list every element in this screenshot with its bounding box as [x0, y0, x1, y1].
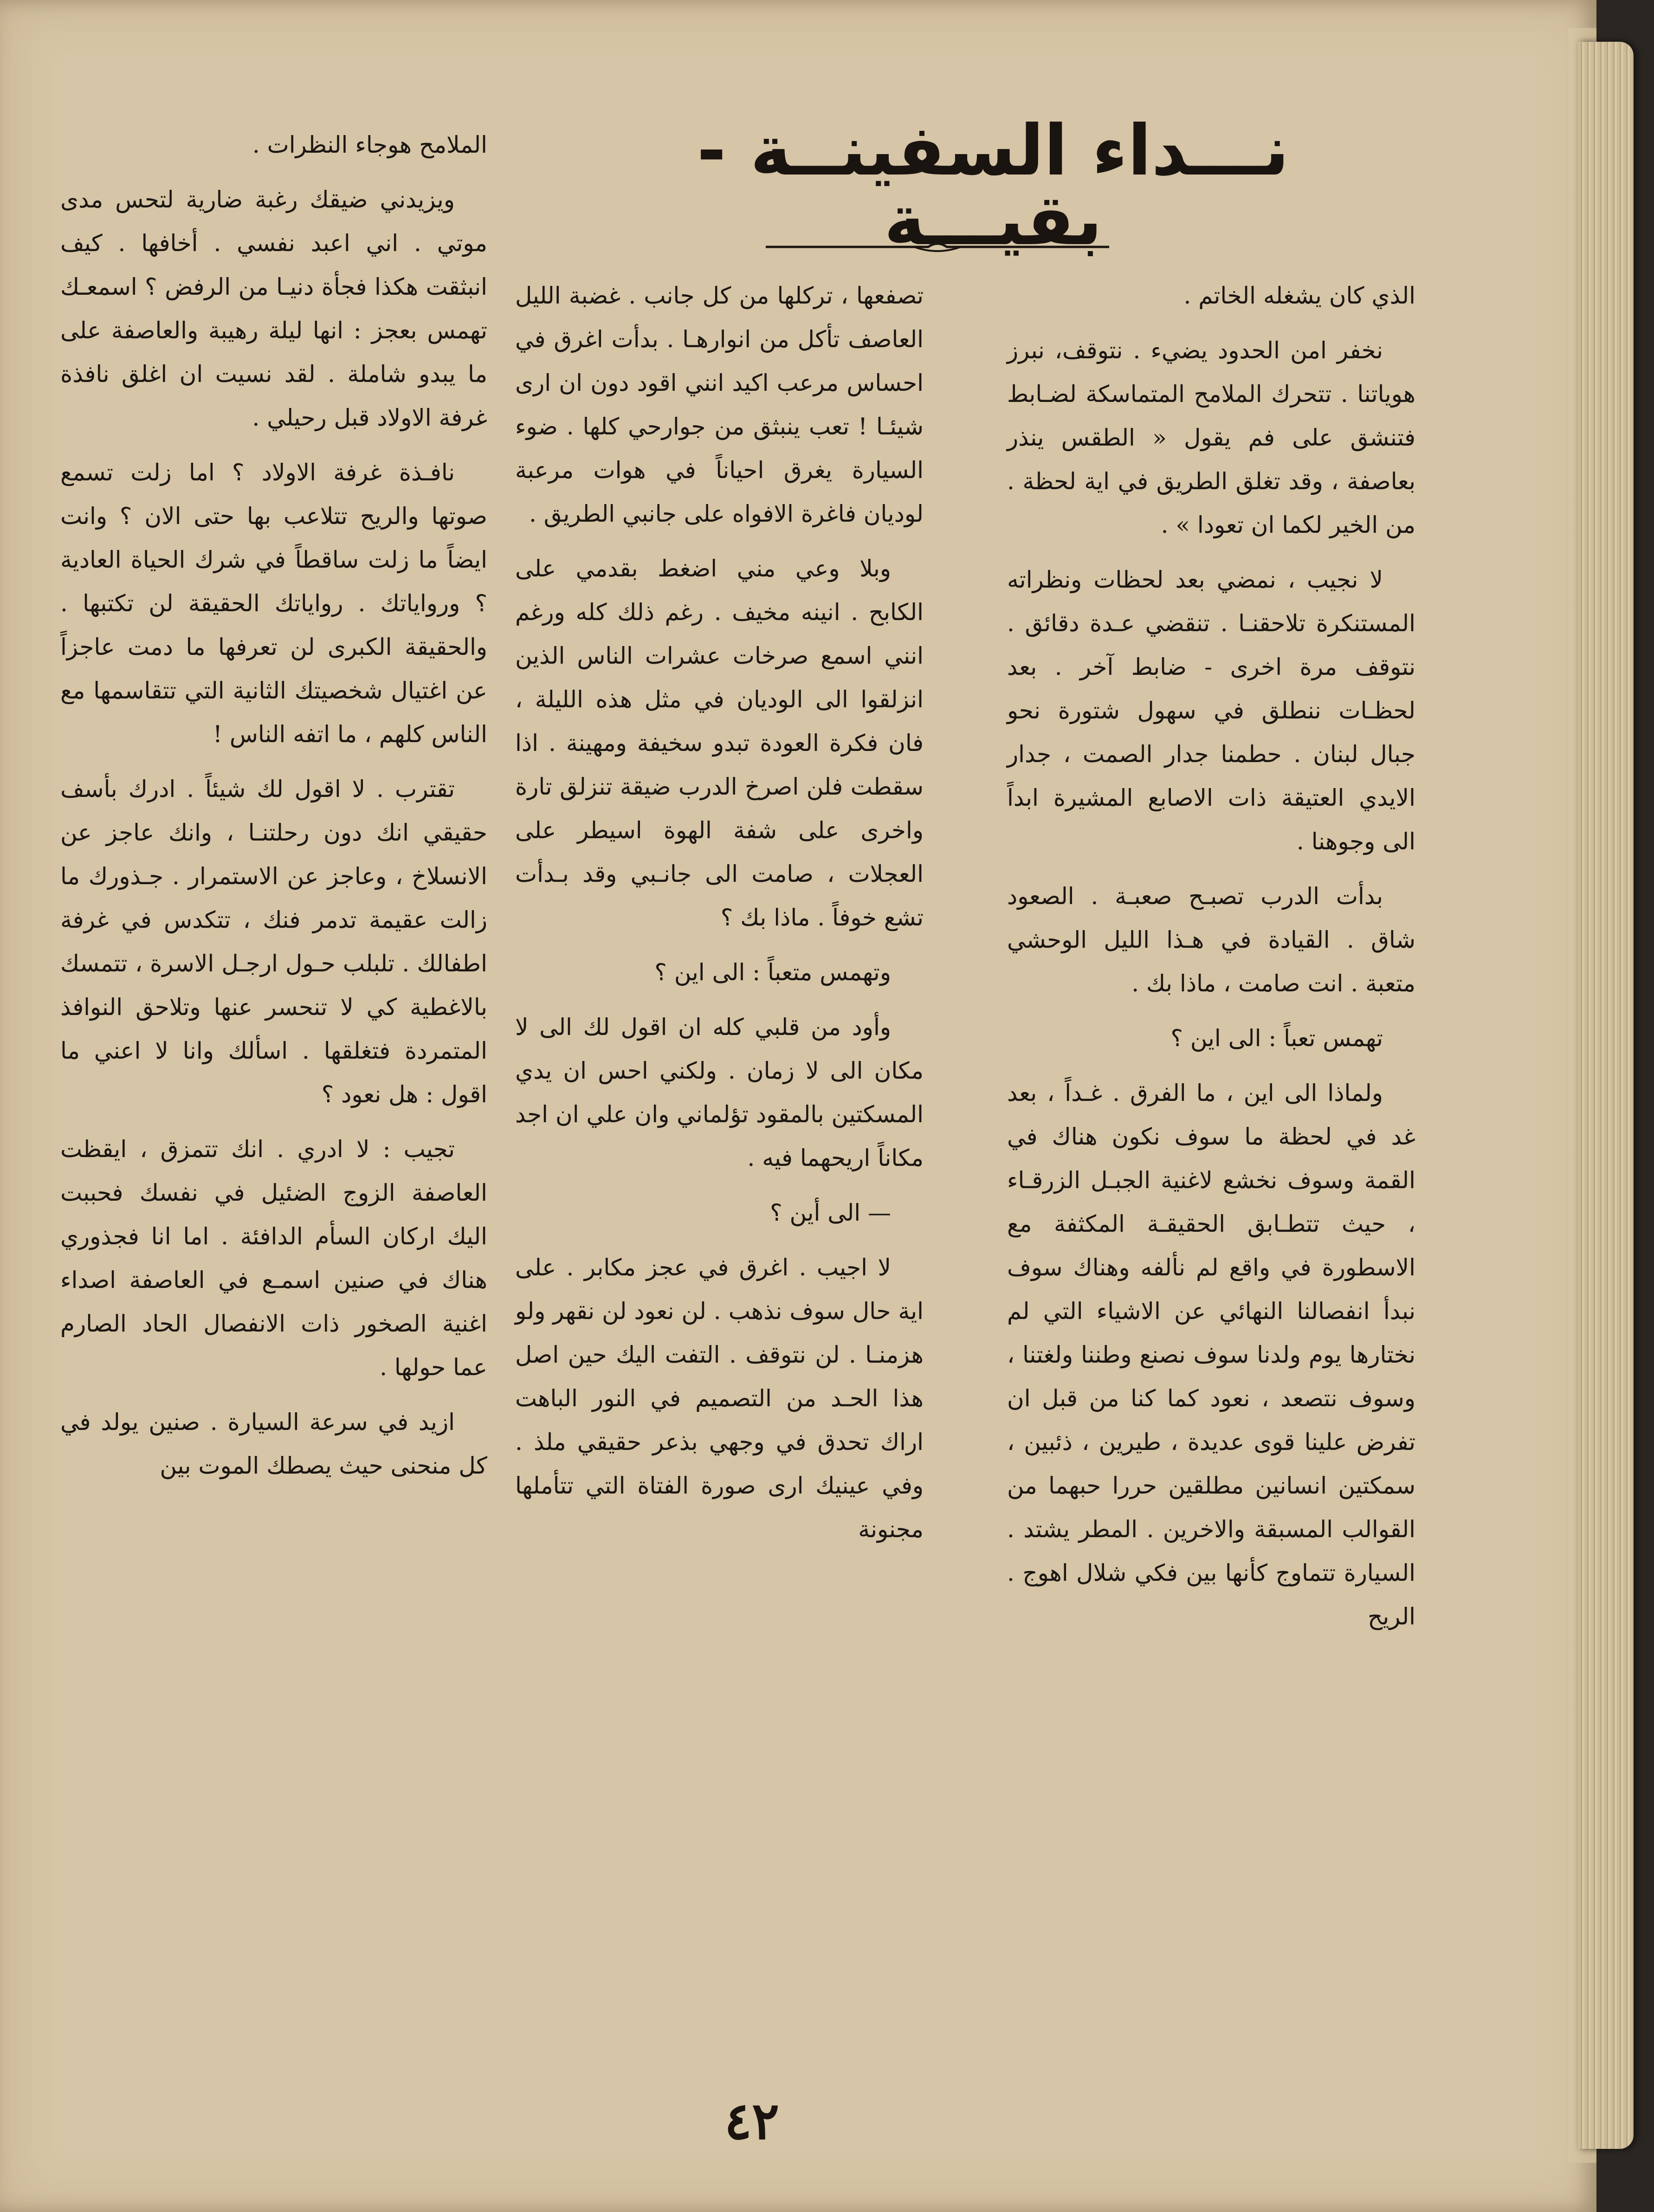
- paragraph: تجيب : لا ادري . انك تتمزق ، ايقظت العاصفة الزوج الضئيل في نفسك فحببت اليك اركان السأم الدافئة . اما انا فجذوري هناك في صنين اسمـع في العاصفة اصداء اغنية الصخور ذات الانفصال الحاد الصارم عما حولها .: [60, 1136, 487, 1381]
- paragraph: ازيد في سرعة السيارة . صنين يولد في كل منحنى حيث يصطك الموت بين: [60, 1409, 487, 1479]
- paragraph: نخفر امن الحدود يضيء . نتوقف، نبرز هوياتنا . تتحرك الملامح المتماسكة لضـابط فتنشق على فم يقول « الطقس ينذر بعاصفة ، وقد تغلق الطريق في اية لحظة . من الخير لكما ان تعودا » .: [1007, 337, 1415, 538]
- paragraph: — الى أين ؟: [770, 1199, 891, 1226]
- page-number: ٤٢: [724, 2091, 780, 2151]
- paragraph: ولماذا الى اين ، ما الفرق . غـداً ، بعد غد في لحظة ما سوف نكون هناك في القمة وسوف نخشع لاغنية الجبـل الزرقـاء ، حيث تتطـابق الحقيقـة المكثفة مع الاسطورة في واقع لم نألفه وهناك سوف نبدأ انفصالنا النهائي عن الاشياء التي لم نختارها يوم ولدنا سوف نصنع وطننا ولغتنا ، وسوف نتصعد ، نعود كما كنا من قبل ان تفرض علينا قوى عديدة ، طيرين ، ذئبين ، سمكتين انسانين مطلقين حررا حبهما من القوالب المسبقة والاخرين . المطر يشتد . السيارة تتماوج كأنها بين فكي شلال اهوج . الريح: [1007, 1080, 1415, 1630]
- paragraph: تصفعها ، تركلها من كل جانب . غضبة الليل العاصف تأكل من انوارهـا . بدأت اغرق في احساس مرعب اكيد انني اقود دون ان ارى شيئـا ! تعب ينبثق من جوارحي كلها . ضوء السيارة يغرق احياناً في هوات مرعبة لوديان فاغرة الافواه على جانبي الطريق .: [515, 282, 924, 527]
- column-right: [1007, 274, 1415, 1649]
- paragraph: لا نجيب ، نمضي بعد لحظات ونظراته المستنكرة تلاحقنـا . تنقضي عـدة دقائق . نتوقف مرة اخرى - ضابط آخر . بعد لحظـات ننطلق في سهول شتورة نحو جبال لبنان . حطمنا جدار الصمت ، جدار الايدي العتيقة ذات الاصابع المشيرة ابداً الى وجوهنا .: [1007, 566, 1415, 855]
- paragraph: وأود من قلبي كله ان اقول لك الى لا مكان الى لا زمان . ولكني احس ان يدي المسكتين بالمقود تؤلماني وان علي ان اجد مكاناً اريحهما فيه .: [515, 1014, 924, 1171]
- title-ornament-divider: [761, 238, 1114, 256]
- paragraph: الملامح هوجاء النظرات .: [252, 131, 487, 158]
- paragraph: وتهمس متعباً : الى اين ؟: [654, 959, 891, 986]
- paragraph: تهمس تعباً : الى اين ؟: [1170, 1025, 1383, 1052]
- book-page-edges: [1578, 42, 1634, 2149]
- paragraph: لا اجيب . اغرق في عجز مكابر . على اية حال سوف نذهب . لن نعود لن نقهر ولو هزمنـا . لن نتوقف . التفت اليك حين اصل هذا الحـد من التصميم في النور الباهت اراك تحدق في وجهي بذعر حقيقي ملذ . وفي عينيك ارى صورة الفتاة التي تتأملها مجنونة: [515, 1254, 924, 1543]
- paragraph: نافـذة غرفة الاولاد ؟ اما زلت تسمع صوتها والريح تتلاعب بها حتى الان ؟ وانت ايضاً ما زلت ساقطاً في شرك الحياة العادية ؟ ورواياتك . رواياتك الحقيقة لن تكتبها . والحقيقة الكبرى لن تعرفها ما دمت عاجزاً عن اغتيال شخصيتك الثانية التي تتقاسمها مع الناس كلهم ، ما اتفه الناس !: [60, 459, 487, 748]
- paragraph: الذي كان يشغله الخاتم .: [1183, 282, 1415, 309]
- paragraph: تقترب . لا اقول لك شيئاً . ادرك بأسف حقيقي انك دون رحلتنـا ، وانك عاجز عن الانسلاخ ، وعاجز عن الاستمرار . جـذورك ما زالت عقيمة تدمر فنك ، تتكدس في غرفة اطفالك . تلبلب حـول ارجـل الاسرة ، تتمسك بالاغطية كي لا تنحسر عنها وتلاحق النوافذ المتمردة فتغلقها . اسألك وانا لا اعني ما اقول : هل نعود ؟: [60, 776, 487, 1108]
- paragraph: بدأت الدرب تصبـح صعبـة . الصعود شاق . القيادة في هـذا الليل الوحشي متعبة . انت صامت ، ماذا بك .: [1007, 883, 1415, 997]
- article-title: نـــداء السفينــة - بقيـــة: [697, 110, 1289, 261]
- column-left: [60, 123, 487, 1499]
- paragraph: وبلا وعي مني اضغط بقدمي على الكابح . انينه مخيف . رغم ذلك كله ورغم انني اسمع صرخات عشرات الناس الذين انزلقوا الى الوديان في مثل هذه الليلة ، فان فكرة العودة تبدو سخيفة ومهينة . اذا سقطت فلن اصرخ الدرب ضيقة تنزلق تارة واخرى على شفة الهوة اسيطر على العجلات ، صامت الى جانـبي وقد بـدأت تشع خوفاً . ماذا بك ؟: [515, 555, 924, 931]
- paragraph: ويزيدني ضيقك رغبة ضارية لتحس مدى موتي . اني اعبد نفسي . أخافها . كيف انبثقت هكذا فجأة دنيـا من الرفض ؟ اسمعـك تهمس بعجز : انها ليلة رهيبة والعاصفة على ما يبدو شاملة . لقد نسيت ان اغلق نافذة غرفة الاولاد قبل رحيلي .: [60, 186, 487, 431]
- column-middle: [515, 274, 924, 1562]
